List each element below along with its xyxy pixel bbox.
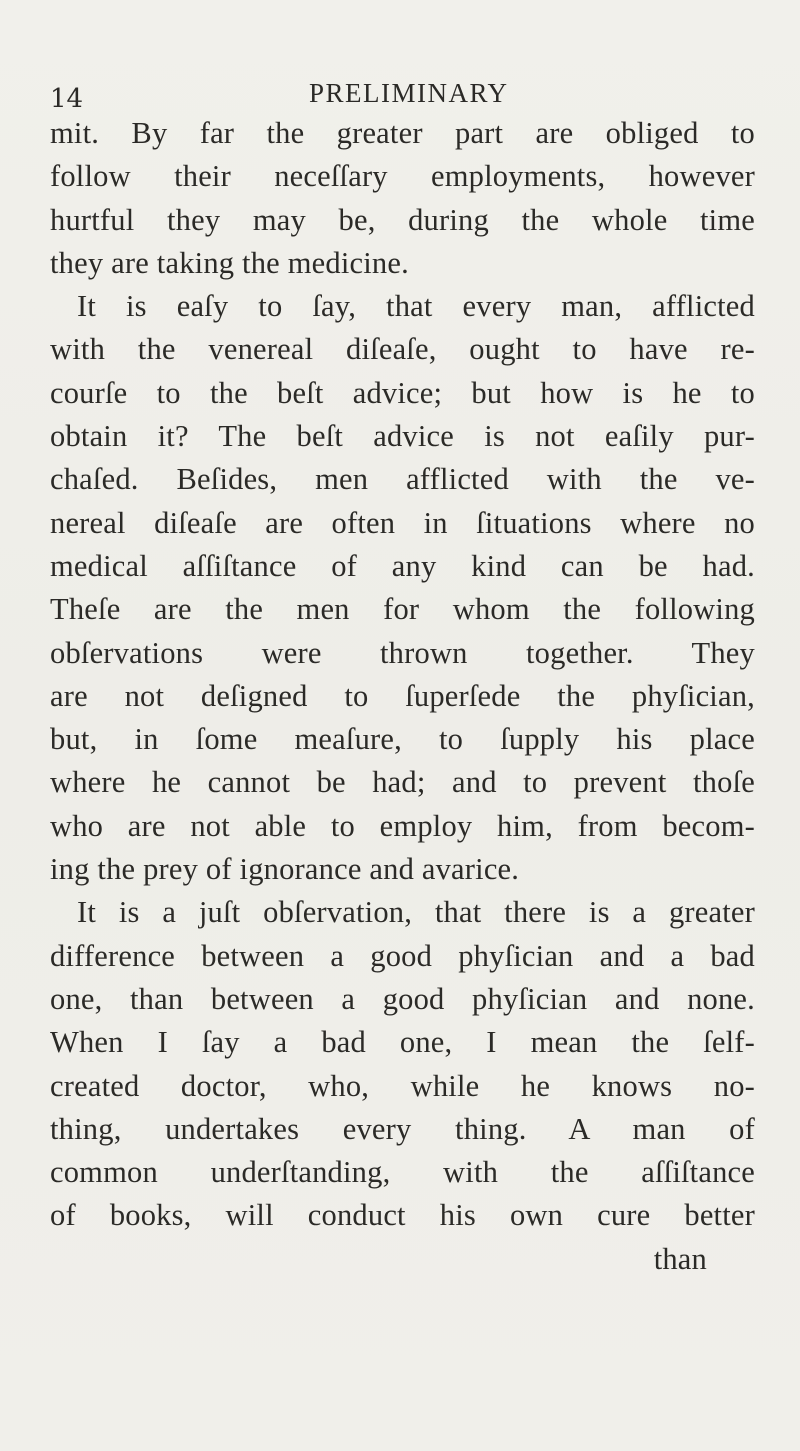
- text-line: mit. By far the greater part are obliged to: [50, 116, 755, 150]
- text-line: medical aſſiſtance of any kind can be had.: [50, 548, 755, 583]
- text-line: but, in ſome meaſure, to ſupply his place: [50, 722, 755, 757]
- text-line: with the venereal diſeaſe, ought to have re-: [50, 332, 755, 367]
- text-line: It is a juſt obſervation, that there is a greater: [77, 895, 755, 930]
- text-line: of books, will conduct his own cure better: [50, 1198, 755, 1233]
- text-line: they are taking the medicine.: [50, 245, 409, 280]
- text-line: difference between a good phyſician and a bad: [50, 938, 755, 973]
- text-line: obtain it? The beſt advice is not eaſily pur-: [50, 419, 755, 454]
- text-line: When I ſay a bad one, I mean the ſelf-: [50, 1025, 755, 1060]
- text-line: It is eaſy to ſay, that every man, afflicted: [77, 289, 755, 324]
- text-line: nereal diſeaſe are often in ſituations where no: [50, 505, 755, 540]
- catchword: than: [653, 1241, 707, 1276]
- text-line: ing the prey of ignorance and avarice.: [50, 852, 520, 887]
- page-header: [0, 74, 800, 114]
- text-line: Theſe are the men for whom the following: [50, 592, 755, 627]
- text-line: created doctor, who, while he knows no-: [50, 1068, 755, 1103]
- text-line: where he cannot be had; and to prevent thoſe: [50, 765, 755, 800]
- text-line: thing, undertakes every thing. A man of: [50, 1111, 755, 1146]
- page-number: 14: [50, 84, 84, 114]
- text-line: follow their neceſſary employments, however: [50, 159, 755, 194]
- text-line: common underſtanding, with the aſſiſtance: [50, 1155, 755, 1190]
- text-line: who are not able to employ him, from becom-: [50, 808, 755, 843]
- text-line: chaſed. Beſides, men afflicted with the ve-: [50, 462, 755, 497]
- text-line: one, than between a good phyſician and none.: [50, 981, 755, 1016]
- text-line: courſe to the beſt advice; but how is he to: [50, 375, 755, 410]
- text-line: hurtful they may be, during the whole time: [50, 202, 755, 237]
- text-line: are not deſigned to ſuperſede the phyſician,: [50, 678, 755, 713]
- text-line: obſervations were thrown together. They: [50, 635, 755, 670]
- running-head: PRELIMINARY: [309, 78, 509, 108]
- body-text: [50, 112, 755, 1281]
